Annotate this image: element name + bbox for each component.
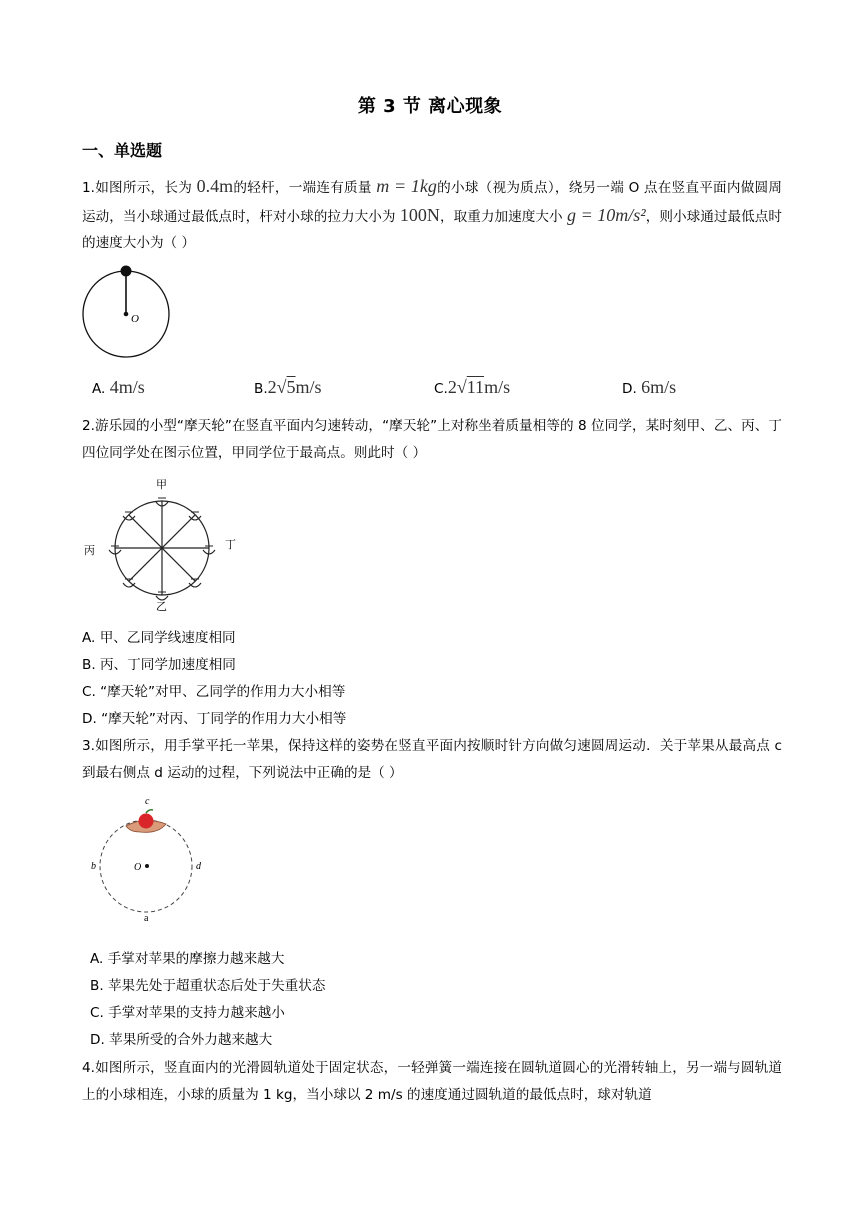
q1-ball xyxy=(121,266,132,277)
q1-option-a-value: 4m/s xyxy=(109,377,145,397)
q2-ferris-wheel-figure xyxy=(84,476,248,612)
q2-label-jia: 甲 xyxy=(156,478,167,491)
q3-label-b: b xyxy=(91,861,96,872)
q2-option-c[interactable]: C. “摩天轮”对甲、乙同学的作用力大小相等 xyxy=(82,684,346,700)
q1-text-b: 的轻杆，一端连有质量 xyxy=(233,180,377,196)
q1-option-c-sqrt-sign: √ xyxy=(456,377,467,397)
question-1-stem xyxy=(82,173,782,257)
q3-label-a: a xyxy=(144,913,149,924)
question-2-stem: 2.游乐园的小型“摩天轮”在竖直平面内匀速转动，“摩天轮”上对称坐着质量相等的 8 位同学，某时刻甲、乙、丙、丁四位同学处在图示位置，甲同学位于最高点。则此时（ ） xyxy=(82,418,782,461)
q1-gravity: g = 10m/s² xyxy=(567,204,646,225)
q3-hand-with-apple xyxy=(126,810,166,833)
q3-label-d: d xyxy=(196,861,201,872)
q3-option-d[interactable]: D. 苹果所受的合外力越来越大 xyxy=(90,1032,273,1048)
q3-option-b[interactable]: B. 苹果先处于超重状态后处于失重状态 xyxy=(90,978,326,994)
q3-option-a[interactable]: A. 手掌对苹果的摩擦力越来越大 xyxy=(90,951,285,967)
q1-option-d-value: 6m/s xyxy=(641,377,677,397)
q1-length: 0.4m xyxy=(196,176,234,196)
q1-text-d: ，取重力加速度大小 xyxy=(439,208,568,225)
q1-text-c: 的小球（视为质点），绕另一端 O 点在竖直平面内做圆周运动，当小球通过最低点时，杆对小球的拉力大小为 xyxy=(82,180,782,225)
q3-label-o: O xyxy=(134,862,142,873)
q1-option-d-label: D. xyxy=(622,381,637,397)
q1-option-b-coef: 2 xyxy=(267,377,277,397)
q2-option-d[interactable]: D. “摩天轮”对丙、丁同学的作用力大小相等 xyxy=(82,711,347,727)
q2-option-a[interactable]: A. 甲、乙同学线速度相同 xyxy=(82,630,236,646)
q1-option-b-unit: m/s xyxy=(295,377,322,397)
q1-option-c-unit: m/s xyxy=(484,377,511,397)
q1-option-c-label: C. xyxy=(434,381,448,397)
q2-label-ding: 丁 xyxy=(225,538,236,551)
q1-text-a: 1.如图所示，长为 xyxy=(82,180,197,196)
question-4-stem: 4.如图所示，竖直面内的光滑圆轨道处于固定状态，一轻弹簧一端连接在圆轨道圆心的光滑转轴上，另一端与圆轨道上的小球相连，小球的质量为 1 kg，当小球以 2 m/s 的速度通过圆轨道的最低点时，球对轨道 xyxy=(82,1060,782,1103)
question-3-stem: 3.如图所示，用手掌平托一苹果，保持这样的姿势在竖直平面内按顺时针方向做匀速圆周运动．关于苹果从最高点 c 到最右侧点 d 运动的过程，下列说法中正确的是（ ） xyxy=(82,738,782,781)
q1-option-a-label: A. xyxy=(92,381,106,397)
q1-force: 100N xyxy=(399,204,440,225)
q1-option-b-radicand: 5 xyxy=(286,377,296,397)
q1-option-c[interactable] xyxy=(434,377,510,398)
q1-option-c-radicand: 11 xyxy=(466,377,485,397)
q1-option-b-sqrt-sign: √ xyxy=(276,377,287,397)
page-title: 第 3 节 离心现象 xyxy=(357,96,503,117)
q1-option-b-label: B. xyxy=(254,381,268,397)
section-heading: 一、单选题 xyxy=(82,141,163,160)
q3-center-dot xyxy=(145,864,149,868)
q1-mass: m = 1kg xyxy=(376,176,437,196)
q1-text-e: ，则小球通过最低点时的速度大小为（ ） xyxy=(82,208,783,251)
q1-option-b[interactable] xyxy=(254,377,322,398)
q1-option-d[interactable] xyxy=(622,377,676,398)
q2-label-bing: 丙 xyxy=(84,544,95,557)
q2-wheel xyxy=(115,501,209,595)
q1-option-a[interactable] xyxy=(92,377,145,398)
q2-label-yi: 乙 xyxy=(156,600,167,613)
q2-option-b[interactable]: B. 丙、丁同学加速度相同 xyxy=(82,657,236,673)
q3-apple-figure xyxy=(86,794,208,922)
q1-pivot xyxy=(124,312,129,317)
q1-figure xyxy=(82,262,174,358)
q3-option-c[interactable]: C. 手掌对苹果的支持力越来越小 xyxy=(90,1005,285,1021)
q1-option-c-coef: 2 xyxy=(447,377,457,397)
q3-label-c: c xyxy=(145,796,150,807)
q1-fig-label-o: O xyxy=(131,313,139,325)
